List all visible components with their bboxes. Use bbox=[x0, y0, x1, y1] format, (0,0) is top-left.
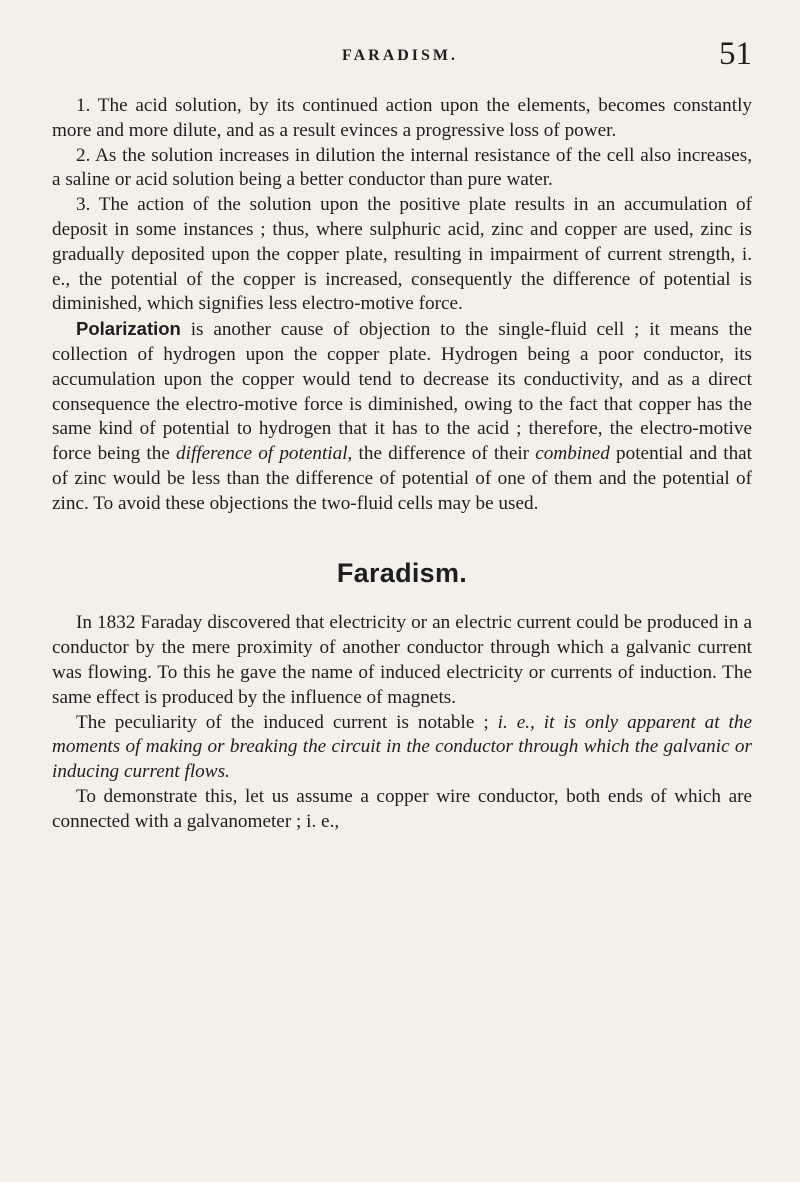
paragraph-peculiarity bbox=[52, 711, 752, 785]
polarization-text-b: , the difference of their bbox=[347, 443, 536, 465]
peculiarity-text: The peculiarity of the induced current is notable ; bbox=[76, 711, 498, 733]
section-heading: Faradism. bbox=[336, 557, 468, 588]
emphasis-difference-of-potential: difference of potential bbox=[176, 443, 348, 465]
paragraph-2: 2. As the solution increases in dilution the internal resistance of the cell also increases, a saline or acid solution being a better conductor than pure water. bbox=[52, 144, 752, 191]
book-page bbox=[52, 36, 753, 835]
paragraph-demonstrate: To demonstrate this, let us assume a copper wire conductor, both ends of which are connected with a galvanometer ; i. e., bbox=[52, 785, 752, 832]
paragraph-1: 1. The acid solution, by its continued action upon the elements, becomes constantly more and more dilute, and as a result evinces a progressive loss of power. bbox=[52, 95, 752, 141]
paragraph-polarization bbox=[52, 317, 752, 516]
polarization-term: Polarization bbox=[76, 318, 181, 340]
paragraph-faraday: In 1832 Faraday discovered that electricity or an electric current could be produced in a conductor by the mere proximity of another conductor through which a galvanic current was flowing. To this he gave the name of induced electricity or currents of induction. The same effect is produced by the influence of magnets. bbox=[52, 612, 752, 708]
peculiarity-emphasis: i. e., it is only apparent at the moments of making or breaking the circuit in the conductor through which the galvanic or inducing current flows. bbox=[52, 711, 752, 783]
page-header bbox=[52, 36, 752, 94]
polarization-text-c: potential and that of zinc would be less than the difference of potential of one of them and the potential of zinc. To avoid these objections the two-fluid cells may be used. bbox=[52, 443, 753, 514]
emphasis-combined: combined bbox=[535, 443, 610, 465]
page-number: 51 bbox=[719, 36, 752, 72]
paragraph-3: 3. The action of the solution upon the positive plate results in an accumulation of deposit in some instances ; thus, where sulphuric acid, zinc and copper are used, zinc is gradually deposited upon the copper plate, resulting in impairment of current strength, i. e., the potential of the copper is increased, consequently the difference of potential is diminished, which signifies less electro-motive force. bbox=[52, 194, 752, 315]
running-head: FARADISM. bbox=[342, 47, 459, 64]
polarization-text-a: is another cause of objection to the single-fluid cell ; it means the collection of hydrogen upon the copper plate. Hydrogen being a poor conductor, its accumulation upon the copper would tend to decrease its conductivity, and as a direct consequence the electro-motive force is diminished, owing to the fact that copper has the same kind of potential to hydrogen that it has to the acid ; therefore, the electro-motive force being the bbox=[52, 319, 752, 465]
